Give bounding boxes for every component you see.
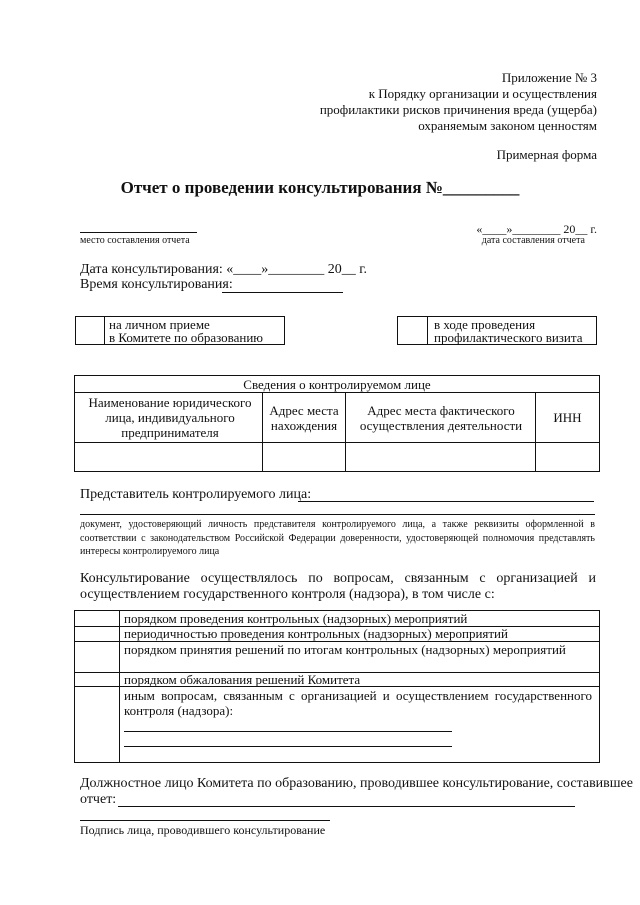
topic-checkbox-2[interactable]: [75, 627, 119, 641]
topic-2: периодичностью проведения контрольных (надзорных) мероприятий: [124, 626, 508, 641]
document-title: Отчет о проведении консультирования №_________: [120, 178, 520, 197]
annex-line-4: охраняемым законом ценностям: [418, 118, 597, 133]
place-caption: место составления отчета: [80, 235, 190, 246]
cell-address[interactable]: [263, 443, 345, 471]
header-entity-name: Наименование юридического лица, индивидуального предпринимателя: [88, 395, 252, 440]
topic-5-line-2[interactable]: [124, 746, 452, 747]
representative-note: документ, удостоверяющий личность представителя контролируемого лица, а также реквизиты оформленной в соответствии с законодательством Российской Федерации доверенности, удостоверяющей полномочия представлять интересы контролируемого лица: [80, 519, 595, 557]
topic-checkbox-1[interactable]: [75, 611, 119, 626]
topic-5: иным вопросам, связанным с организацией и осуществлением государственного контроля (надзора):: [124, 688, 592, 718]
topic-checkbox-5[interactable]: [75, 687, 119, 762]
option-in-person-checkbox[interactable]: [104, 317, 105, 344]
place-line: [80, 232, 197, 233]
option-visit[interactable]: [397, 316, 597, 345]
official-label: отчет:: [80, 792, 117, 807]
official-text: Должностное лицо Комитета по образованию, проводившее консультирование, составившее: [80, 776, 633, 791]
option-in-person[interactable]: [75, 316, 285, 345]
option-in-person-line-2: в Комитете по образованию: [109, 330, 264, 345]
representative-label: Представитель контролируемого лица:: [80, 487, 312, 502]
cell-actual-address[interactable]: [346, 443, 535, 471]
consulting-intro: Консультирование осуществлялось по вопросам, связанным с организацией и осуществлением государственного контроля (надзора), в том числе с:: [80, 571, 596, 602]
report-date-value: «____»________ 20__ г.: [476, 222, 597, 236]
annex-line-1: Приложение № 3: [501, 70, 597, 85]
signature-line[interactable]: [80, 820, 330, 821]
annex-line-2: к Порядку организации и осуществления: [368, 86, 597, 101]
option-visit-checkbox[interactable]: [427, 317, 428, 344]
table-caption: Сведения о контролируемом лице: [243, 377, 431, 392]
representative-field[interactable]: [298, 501, 594, 502]
header-address: Адрес места нахождения: [269, 402, 339, 433]
cell-inn[interactable]: [536, 443, 599, 471]
report-date-caption: дата составления отчета: [481, 235, 585, 246]
annex-line-3: профилактики рисков причинения вреда (ущерба): [319, 102, 597, 117]
topic-checkbox-3[interactable]: [75, 642, 119, 672]
header-actual-address: Адрес места фактического осуществления деятельности: [359, 402, 523, 433]
representative-line-2[interactable]: [80, 514, 595, 515]
form-label: Примерная форма: [496, 147, 597, 162]
topic-checkbox-4[interactable]: [75, 673, 119, 686]
consult-time-label: Время консультирования:: [80, 277, 233, 292]
option-visit-line-1: в ходе проведения: [434, 317, 536, 332]
option-visit-line-2: профилактического визита: [434, 330, 583, 345]
topic-4: порядком обжалования решений Комитета: [124, 672, 361, 687]
header-inn: ИНН: [553, 409, 582, 425]
consult-time-line: [222, 292, 343, 293]
topic-1: порядком проведения контрольных (надзорных) мероприятий: [124, 611, 468, 626]
consult-date: Дата консультирования: «____»________ 20__ г.: [80, 262, 367, 277]
option-in-person-line-1: на личном приеме: [109, 317, 210, 332]
cell-entity-name[interactable]: [75, 443, 262, 471]
controlled-entity-table: [74, 375, 600, 472]
official-field[interactable]: [118, 806, 575, 807]
topic-5-line-1[interactable]: [124, 731, 452, 732]
signature-caption: Подпись лица, проводившего консультирование: [80, 823, 326, 837]
topic-3: порядком принятия решений по итогам контрольных (надзорных) мероприятий: [124, 642, 566, 657]
topics-table: [74, 610, 600, 763]
